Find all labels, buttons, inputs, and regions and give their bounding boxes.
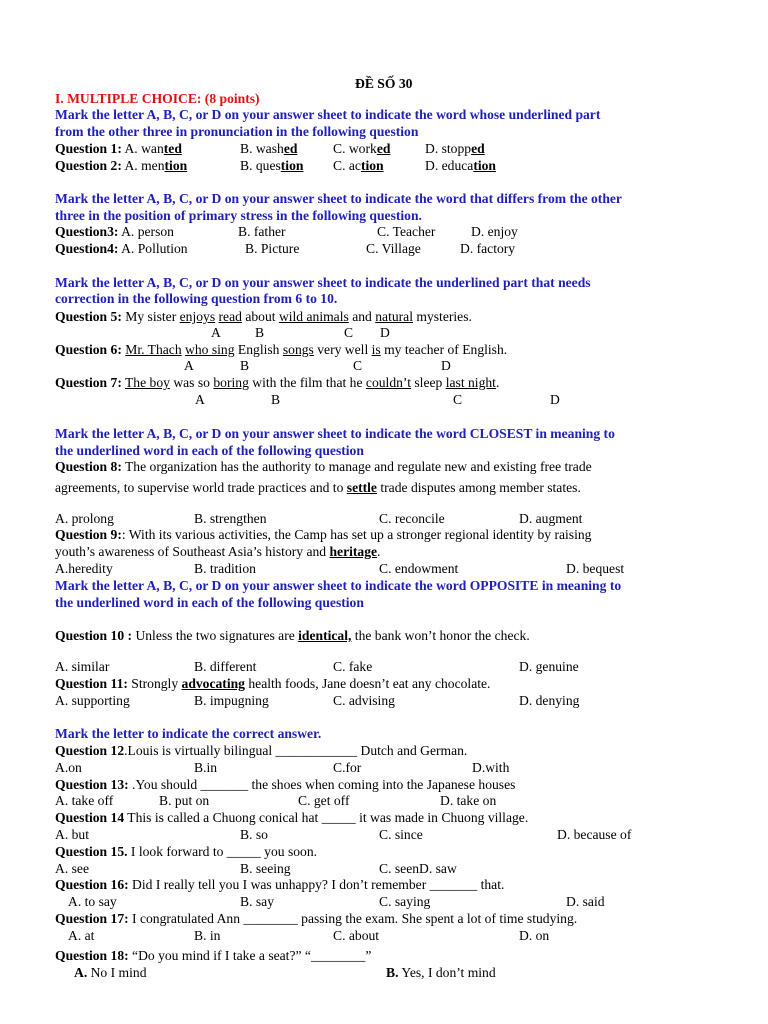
q17-option-b[interactable]: B. in: [194, 928, 221, 943]
question-13: Question 13: .You should _______ the shoes when coming into the Japanese houses: [55, 777, 516, 792]
q10-option-b[interactable]: B. different: [194, 659, 257, 674]
question-9-line-2: youth’s awareness of Southeast Asia’s history and heritage.: [55, 544, 381, 559]
instruction-pronunciation-1: Mark the letter A, B, C, or D on your answer sheet to indicate the word whose underlined part: [55, 107, 601, 122]
instruction-stress-1: Mark the letter A, B, C, or D on your answer sheet to indicate the word that differs from the other: [55, 191, 622, 206]
question-7: Question 7: The boy was so boring with the film that he couldn’t sleep last night.: [55, 375, 500, 390]
q15-option-b[interactable]: B. seeing: [240, 861, 291, 876]
q1-option-d[interactable]: D. stopped: [425, 141, 485, 156]
q3-option-c[interactable]: C. Teacher: [377, 224, 436, 239]
q14-option-d[interactable]: D. because of: [557, 827, 632, 842]
q9-option-a[interactable]: A.heredity: [55, 561, 113, 576]
q15-option-a[interactable]: A. see: [55, 861, 89, 876]
instruction-pronunciation-2: from the other three in pronunciation in the following question: [55, 124, 419, 139]
q16-option-b[interactable]: B. say: [240, 894, 274, 909]
q12-option-a[interactable]: A.on: [55, 760, 82, 775]
q6-option-d[interactable]: D: [441, 358, 451, 373]
q8-option-d[interactable]: D. augment: [519, 511, 583, 526]
question-5: Question 5: My sister enjoys read about wild animals and natural mysteries.: [55, 309, 472, 324]
page-title: ĐỀ SỐ 30: [355, 76, 413, 91]
q2-option-d[interactable]: D. education: [425, 158, 496, 173]
q12-option-c[interactable]: C.for: [333, 760, 362, 775]
q6-option-c[interactable]: C: [353, 358, 363, 373]
q2-option-b[interactable]: B. question: [240, 158, 304, 173]
question-9: Question 9:: With its various activities, the Camp has set up a stronger regional identity by raising: [55, 527, 592, 542]
q14-option-b[interactable]: B. so: [240, 827, 268, 842]
q4-option-d[interactable]: D. factory: [460, 241, 516, 256]
q10-option-a[interactable]: A. similar: [55, 659, 110, 674]
q5-option-b[interactable]: B: [255, 325, 265, 340]
q17-option-c[interactable]: C. about: [333, 928, 380, 943]
q6-option-b[interactable]: B: [240, 358, 250, 373]
q13-option-d[interactable]: D. take on: [440, 793, 497, 808]
instruction-stress-2: three in the position of primary stress in the following question.: [55, 208, 422, 223]
question-8: Question 8: The organization has the authority to manage and regulate new and existing free trade: [55, 459, 592, 474]
instruction-opposite-1: Mark the letter A, B, C, or D on your answer sheet to indicate the word OPPOSITE in meaning to: [55, 578, 622, 593]
section-heading: I. MULTIPLE CHOICE: (8 points): [55, 91, 260, 106]
question-18: Question 18: “Do you mind if I take a seat?” “________”: [55, 948, 372, 963]
q3-option-b[interactable]: B. father: [238, 224, 286, 239]
q11-option-b[interactable]: B. impugning: [194, 693, 269, 708]
q16-option-c[interactable]: C. saying: [379, 894, 431, 909]
question-15: Question 15. I look forward to _____ you soon.: [55, 844, 318, 859]
instruction-closest-1: Mark the letter A, B, C, or D on your answer sheet to indicate the word CLOSEST in meaning to: [55, 426, 615, 441]
q13-option-c[interactable]: C. get off: [298, 793, 350, 808]
question-12: Question 12.Louis is virtually bilingual ____________ Dutch and German.: [55, 743, 468, 758]
q11-option-a[interactable]: A. supporting: [55, 693, 130, 708]
q11-option-c[interactable]: C. advising: [333, 693, 395, 708]
q12-option-b[interactable]: B.in: [194, 760, 218, 775]
q9-option-c[interactable]: C. endowment: [379, 561, 459, 576]
q4-option-b[interactable]: B. Picture: [245, 241, 300, 256]
q14-option-c[interactable]: C. since: [379, 827, 423, 842]
question-10: Question 10 : Unless the two signatures are identical, the bank won’t honor the check.: [55, 628, 530, 643]
q13-option-b[interactable]: B. put on: [159, 793, 210, 808]
q16-option-a[interactable]: A. to say: [68, 894, 117, 909]
q6-option-a[interactable]: A: [184, 358, 194, 373]
question-6: Question 6: Mr. Thach who sing English songs very well is my teacher of English.: [55, 342, 508, 357]
q8-option-c[interactable]: C. reconcile: [379, 511, 445, 526]
q8-option-b[interactable]: B. strengthen: [194, 511, 267, 526]
q5-option-c[interactable]: C: [344, 325, 354, 340]
question-16: Question 16: Did I really tell you I was unhappy? I don’t remember _______ that.: [55, 877, 505, 892]
q2-option-c[interactable]: C. action: [333, 158, 384, 173]
q10-option-c[interactable]: C. fake: [333, 659, 373, 674]
q18-option-b[interactable]: B. Yes, I don’t mind: [386, 965, 496, 980]
question-8-line-2: agreements, to supervise world trade practices and to settle trade disputes among member states.: [55, 480, 581, 495]
q12-option-d[interactable]: D.with: [472, 760, 510, 775]
q7-option-c[interactable]: C: [453, 392, 463, 407]
question-2: Question 2: A. mention: [55, 158, 188, 173]
q13-option-a[interactable]: A. take off: [55, 793, 114, 808]
q17-option-d[interactable]: D. on: [519, 928, 550, 943]
question-14: Question 14 This is called a Chuong conical hat _____ it was made in Chuong village.: [55, 810, 529, 825]
question-1: Question 1: A. wanted: [55, 141, 182, 156]
instruction-closest-2: the underlined word in each of the following question: [55, 443, 364, 458]
q1-option-c[interactable]: C. worked: [333, 141, 391, 156]
question-3: Question3: A. person: [55, 224, 174, 239]
instruction-opposite-2: the underlined word in each of the following question: [55, 595, 364, 610]
instruction-error-1: Mark the letter A, B, C, or D on your answer sheet to indicate the underlined part that needs: [55, 275, 591, 290]
q18-option-a[interactable]: A. No I mind: [74, 965, 147, 980]
q9-option-b[interactable]: B. tradition: [194, 561, 256, 576]
q15-option-c[interactable]: C. seenD. saw: [379, 861, 457, 876]
q17-option-a[interactable]: A. at: [68, 928, 95, 943]
q4-option-c[interactable]: C. Village: [366, 241, 421, 256]
q8-option-a[interactable]: A. prolong: [55, 511, 114, 526]
question-11: Question 11: Strongly advocating health foods, Jane doesn’t eat any chocolate.: [55, 676, 491, 691]
q7-option-b[interactable]: B: [271, 392, 281, 407]
question-4: Question4: A. Pollution: [55, 241, 188, 256]
q3-option-d[interactable]: D. enjoy: [471, 224, 518, 239]
q5-option-d[interactable]: D: [380, 325, 390, 340]
instruction-error-2: correction in the following question from 6 to 10.: [55, 291, 338, 306]
q1-option-b[interactable]: B. washed: [240, 141, 298, 156]
q11-option-d[interactable]: D. denying: [519, 693, 580, 708]
instruction-correct: Mark the letter to indicate the correct answer.: [55, 726, 322, 741]
q7-option-d[interactable]: D: [550, 392, 560, 407]
q9-option-d[interactable]: D. bequest: [566, 561, 625, 576]
q10-option-d[interactable]: D. genuine: [519, 659, 579, 674]
q16-option-d[interactable]: D. said: [566, 894, 605, 909]
q14-option-a[interactable]: A. but: [55, 827, 89, 842]
question-17: Question 17: I congratulated Ann ________ passing the exam. She spent a lot of time studying.: [55, 911, 578, 926]
q5-option-a[interactable]: A: [211, 325, 221, 340]
q7-option-a[interactable]: A: [195, 392, 205, 407]
